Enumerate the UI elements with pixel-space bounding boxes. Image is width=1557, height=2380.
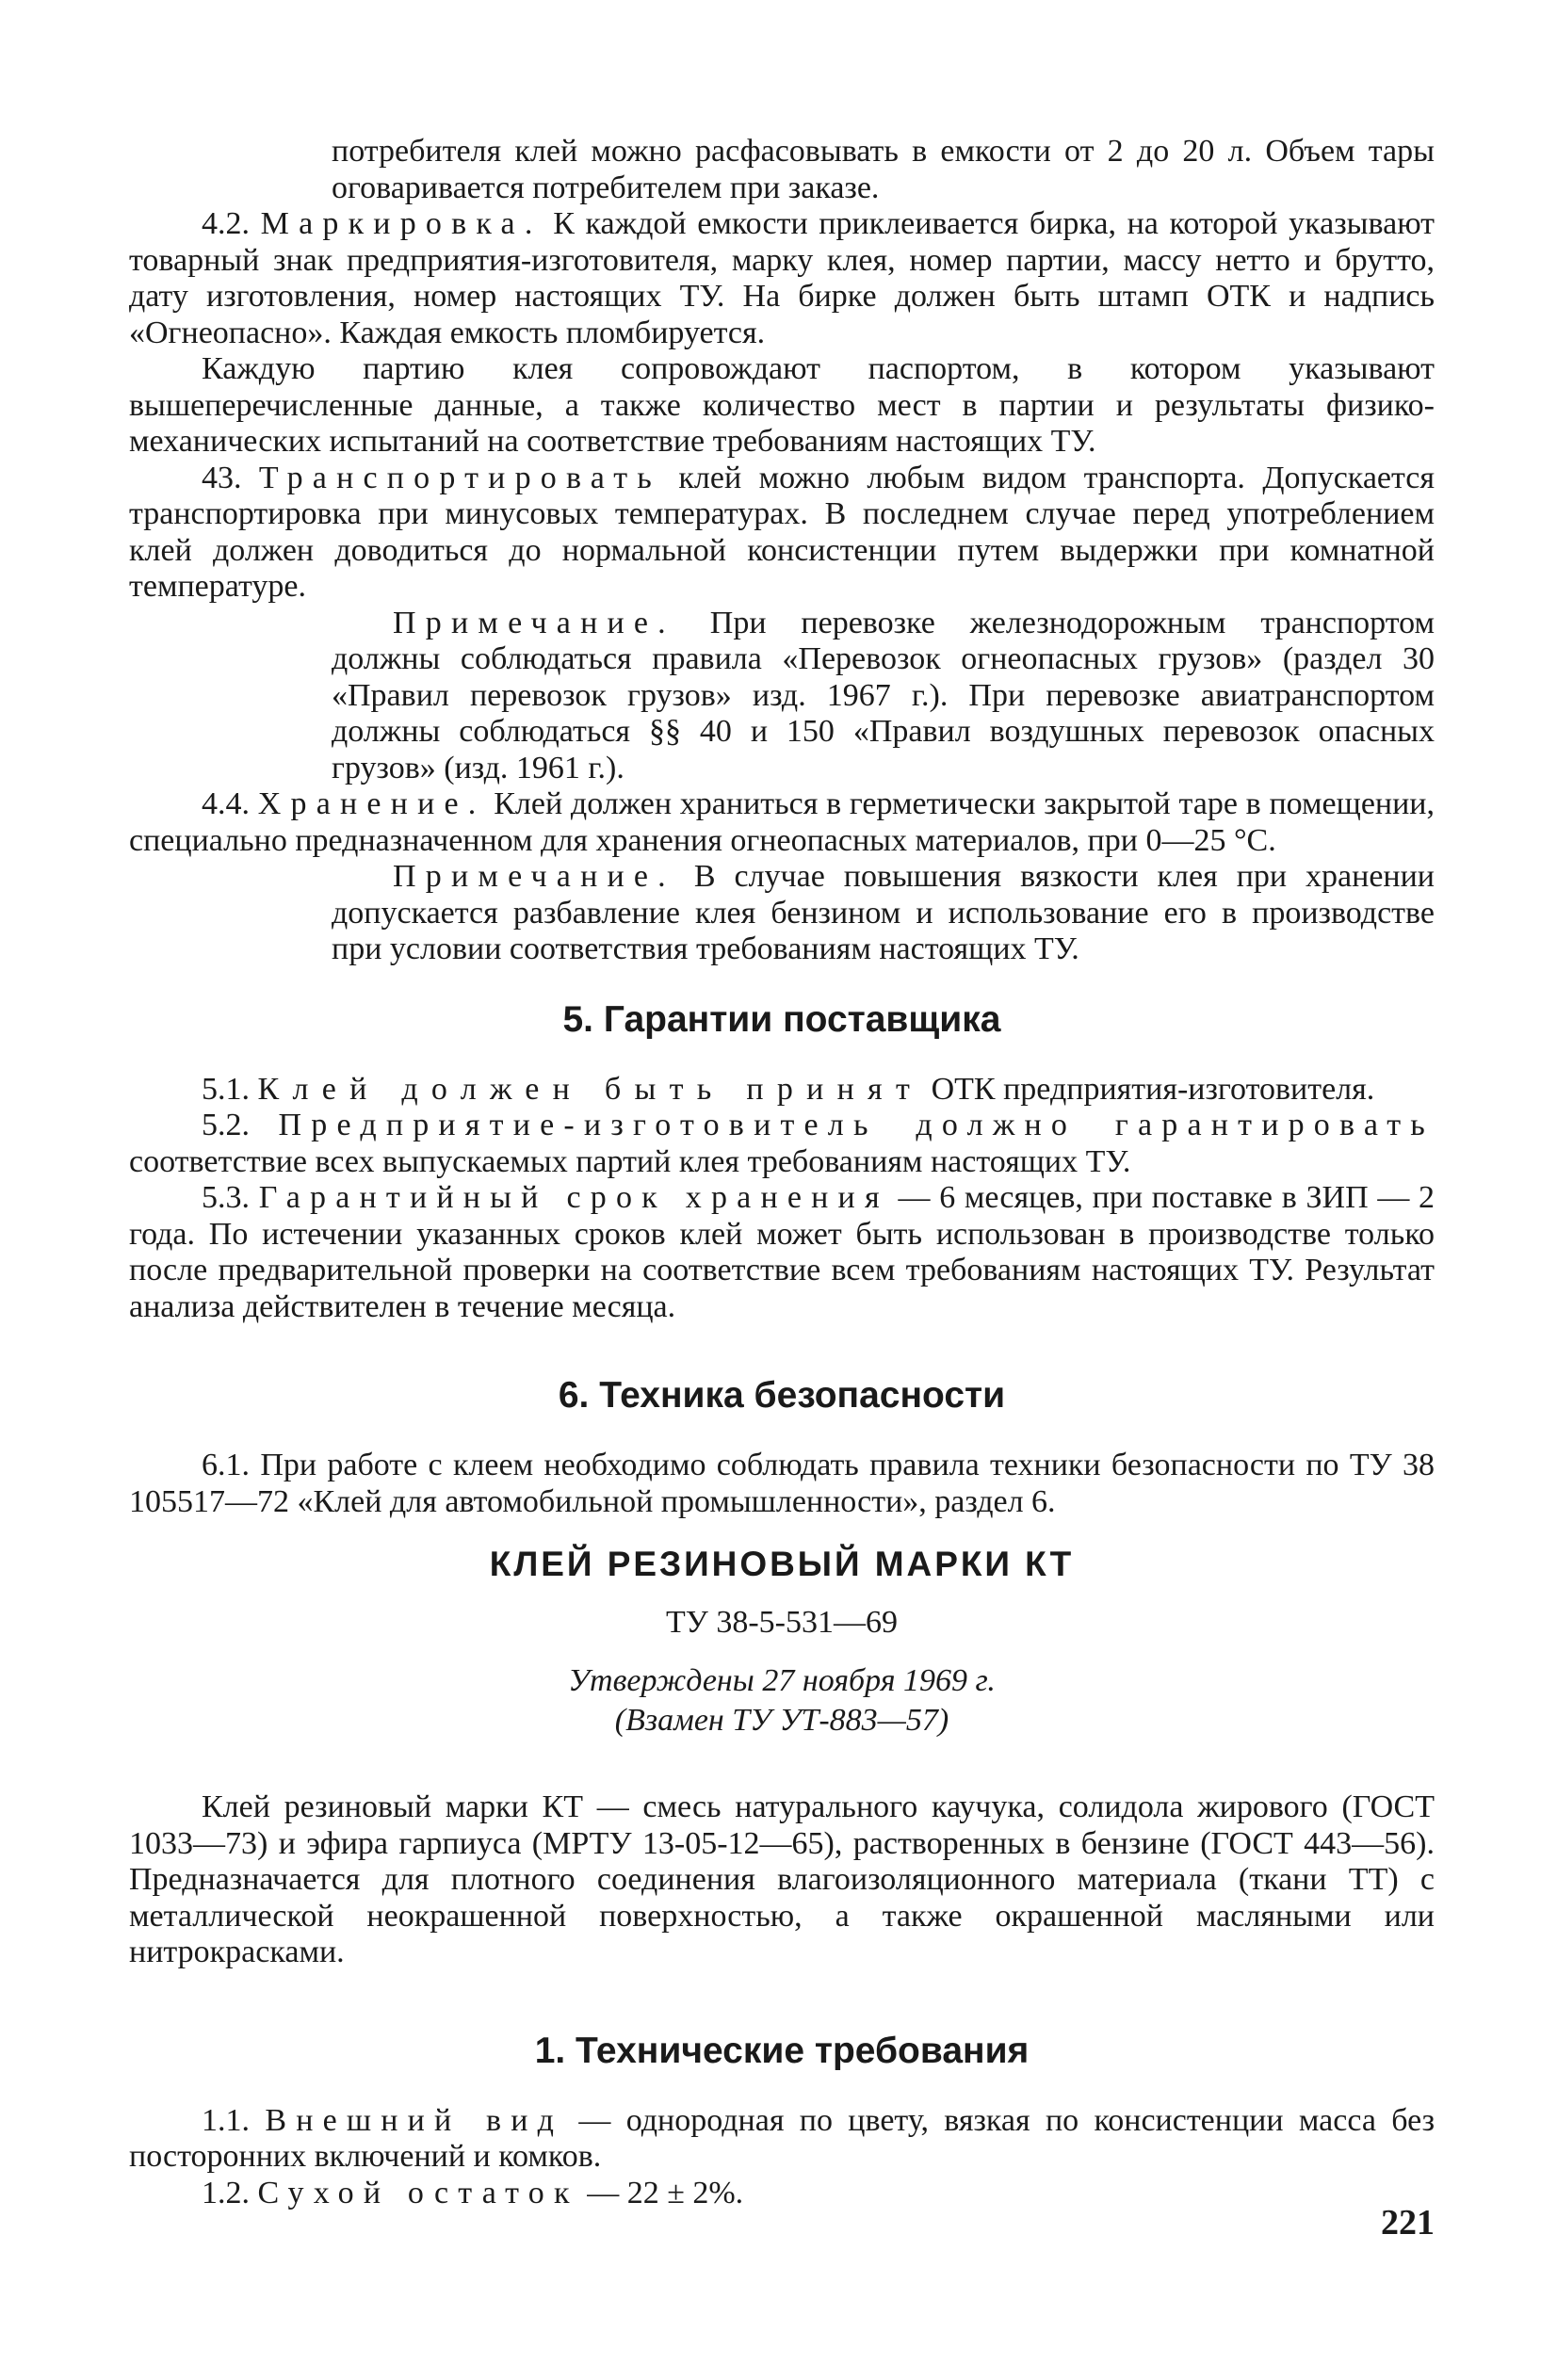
clause-text: — однородная по цвету, вязкая по консистенции масса без посторонних включений и комков.: [129, 2102, 1435, 2174]
product-title: КЛЕЙ РЕЗИНОВЫЙ МАРКИ КТ: [489, 1545, 1075, 1583]
clause-number: 5.2.: [202, 1108, 250, 1142]
paragraph-4-3: [129, 461, 1435, 606]
clause-text: К каждой емкости приклеивается бирка, на которой указывают товарный знак предприятия-изготовителя, марку клея, номер партии, массу нетто и брутто, дату изготовления, номер настоящих ТУ. На бирке должен быть штамп ОТК и надпись «Огнеопасно». Каждая емкость пломбируется.: [129, 206, 1435, 350]
paragraph-5-2: [129, 1108, 1435, 1180]
clause-term: Сухой остаток: [257, 2175, 579, 2210]
clause-number: 5.1.: [202, 1071, 250, 1107]
clause-term: Транспортировать: [258, 460, 661, 495]
note-label: Примечание.: [393, 859, 675, 894]
paragraph-4-2: [129, 206, 1435, 351]
clause-term: Предприятие-изготовитель должно гарантировать: [278, 1108, 1435, 1142]
note-label: Примечание.: [393, 605, 675, 640]
clause-text: соответствие всех выпускаемых партий клея требованиям настоящих ТУ.: [129, 1143, 1131, 1179]
paragraph-5-3: [129, 1180, 1435, 1325]
clause-number: 5.3.: [202, 1180, 250, 1215]
clause-text: — 6 месяцев, при поставке в ЗИП — 2 года. По истечении указанных сроков клей может быть использован в производстве только после предварительной проверки на соответствие всем требованиям настоящих ТУ. Результат анализа действителен в течение месяца.: [129, 1180, 1435, 1324]
section-heading-6: 6. Техника безопасности: [558, 1375, 1006, 1416]
clause-number: 43.: [202, 460, 242, 495]
paragraph-continuation: потребителя клей можно расфасовывать в емкости от 2 до 20 л. Объем тары оговаривается потребителем при заказе.: [332, 134, 1435, 205]
clause-number: 4.2.: [202, 206, 250, 241]
tu-number: ТУ 38-5-531—69: [666, 1605, 898, 1640]
page-number: 221: [1381, 2203, 1435, 2242]
clause-text: ОТК предприятия-изготовителя.: [931, 1071, 1375, 1107]
paragraph-1-1: [129, 2103, 1435, 2176]
clause-text: При работе с клеем необходимо соблюдать правила техники безопасности по ТУ 38 105517—72 «Клей для автомобильной промышленности», раздел 6.: [129, 1448, 1435, 1519]
clause-term: Гарантийный срок хранения: [258, 1180, 889, 1215]
note-storage: [129, 859, 1435, 968]
note-text: При перевозке железнодорожным транспортом должны соблюдаться правила «Перевозок огнеопасных грузов» (раздел 30 «Правил перевозок грузов» изд. 1967 г.). При перевозке авиатранспортом должны соблюдаться §§ 40 и 150 «Правил воздушных перевозок опасных грузов» (изд. 1961 г.).: [332, 605, 1435, 785]
note-text: В случае повышения вязкости клея при хранении допускается разбавление клея бензином и использование его в производстве при условии соответствия требованиям настоящих ТУ.: [332, 859, 1435, 966]
paragraph-4-4: [129, 786, 1435, 859]
clause-number: 4.4.: [202, 786, 250, 821]
paragraph-intro: Клей резиновый марки КТ — смесь натурального каучука, солидола жирового (ГОСТ 1033—73) и эфира гарпиуса (МРТУ 13-05-12—65), растворенных в бензине (ГОСТ 443—56). Предназначается для плотного соединения влагоизоляционного материала (ткани ТТ) с металлической неокрашенной поверхностью, а также окрашенной масляными или нитрокрасками.: [129, 1789, 1435, 1969]
clause-term: Маркировка.: [260, 206, 543, 241]
approval-date: Утверждены 27 ноября 1969 г.: [568, 1663, 996, 1698]
clause-number: 1.2.: [202, 2175, 250, 2210]
clause-text: — 22 ± 2%.: [587, 2175, 744, 2210]
replaces-note: (Взамен ТУ УТ-883—57): [614, 1703, 949, 1738]
clause-term: Клей должен быть принят: [257, 1071, 924, 1107]
clause-number: 1.1.: [202, 2102, 250, 2138]
paragraph-1-2: [129, 2176, 1435, 2212]
note-transport: [129, 606, 1435, 787]
clause-text: клей можно любым видом транспорта. Допускается транспортировка при минусовых температурах. В последнем случае перед употреблением клей должен доводиться до нормальной консистенции путем выдержки при комнатной температуре.: [129, 460, 1435, 604]
section-heading-5: 5. Гарантии поставщика: [562, 998, 1001, 1040]
section-heading-1: 1. Технические требования: [534, 2030, 1030, 2071]
clause-text: Клей должен храниться в герметически закрытой таре в помещении, специально предназначенном для хранения огнеопасных материалов, при 0—25 °С.: [129, 786, 1435, 858]
paragraph-5-1: [129, 1072, 1435, 1109]
paragraph-6-1: [129, 1448, 1435, 1520]
clause-term: Внешний вид: [265, 2102, 564, 2138]
paragraph-passport: Каждую партию клея сопровождают паспортом, в котором указывают вышеперечисленные данные, а также количество мест в партии и результаты физико-механических испытаний на соответствие требованиям настоящих ТУ.: [129, 351, 1435, 459]
clause-term: Хранение.: [257, 786, 486, 821]
clause-number: 6.1.: [202, 1448, 250, 1482]
